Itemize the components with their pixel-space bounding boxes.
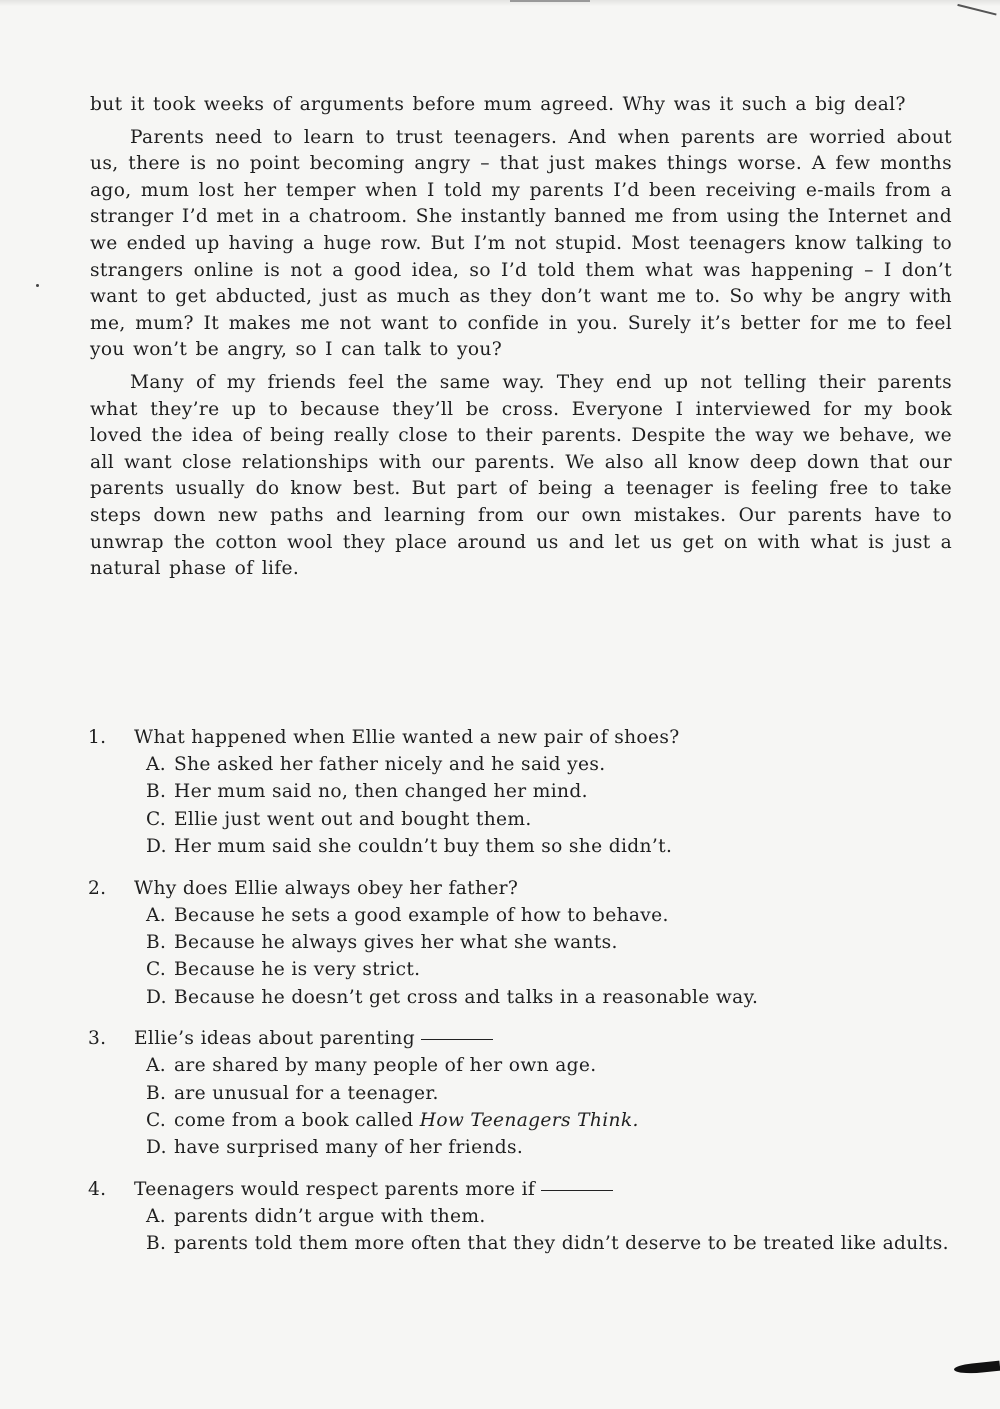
- question-list: [88, 724, 958, 1272]
- passage-paragraph: but it took weeks of arguments before mum agreed. Why was it such a big deal?: [90, 94, 906, 115]
- option-text: Her mum said she couldn’t buy them so she didn’t.: [174, 836, 673, 858]
- option-a[interactable]: [146, 1203, 958, 1230]
- question-text: [134, 1025, 493, 1052]
- option-letter: C.: [146, 959, 167, 981]
- option-text: Because he always gives her what she wants.: [174, 932, 618, 954]
- option-b[interactable]: [146, 929, 958, 956]
- option-b[interactable]: [146, 778, 958, 805]
- option-letter: B.: [146, 781, 167, 803]
- option-letter: A.: [146, 754, 167, 775]
- option-text-plain: come from a book called: [174, 1110, 414, 1132]
- option-text: parents didn’t argue with them.: [174, 1205, 486, 1227]
- option-c[interactable]: [146, 956, 958, 983]
- page-top-shadow: [0, 0, 1000, 6]
- option-text: Her mum said no, then changed her mind.: [174, 781, 588, 803]
- option-text: Ellie just went out and bought them.: [174, 808, 532, 830]
- answer-blank[interactable]: [541, 1190, 613, 1191]
- option-text: parents told them more often that they didn’t deserve to be treated like adults.: [174, 1233, 949, 1255]
- question-number: 3.: [88, 1028, 107, 1050]
- question-stem: [88, 1176, 958, 1203]
- book-title: How Teenagers Think.: [419, 1110, 639, 1132]
- option-d[interactable]: [146, 1134, 958, 1161]
- option-text: are unusual for a teenager.: [174, 1082, 439, 1104]
- answer-options: [146, 902, 958, 1012]
- option-b[interactable]: [146, 1230, 958, 1257]
- option-a[interactable]: [146, 751, 958, 778]
- question-1: [88, 724, 958, 861]
- answer-blank[interactable]: [421, 1039, 493, 1040]
- scan-mark-top-right: [957, 0, 1000, 16]
- option-text: are shared by many people of her own age.: [174, 1055, 597, 1077]
- option-d[interactable]: [146, 833, 958, 860]
- option-letter: D.: [146, 836, 167, 858]
- question-text-content: Teenagers would respect parents more if: [134, 1178, 536, 1200]
- question-text: What happened when Ellie wanted a new pair of shoes?: [134, 727, 680, 748]
- option-text: Because he sets a good example of how to behave.: [174, 904, 669, 926]
- question-number: 4.: [88, 1178, 107, 1200]
- question-4: [88, 1176, 958, 1258]
- question-number: 1.: [88, 727, 107, 748]
- option-d[interactable]: [146, 984, 958, 1011]
- reading-passage: [90, 92, 952, 589]
- option-letter: A.: [146, 1055, 167, 1077]
- option-a[interactable]: [146, 1052, 958, 1079]
- option-letter: D.: [146, 986, 167, 1008]
- option-text: She asked her father nicely and he said yes.: [174, 754, 606, 775]
- question-number: 2.: [88, 877, 107, 899]
- scan-dot-left: [36, 284, 39, 287]
- question-text: [134, 1176, 613, 1203]
- option-letter: D.: [146, 1137, 167, 1159]
- option-a[interactable]: [146, 902, 958, 929]
- option-letter: B.: [146, 932, 167, 954]
- option-letter: C.: [146, 1110, 167, 1132]
- option-letter: C.: [146, 808, 167, 830]
- scan-mark-top: [510, 0, 590, 2]
- option-c[interactable]: [146, 1107, 958, 1134]
- question-stem: [88, 875, 958, 902]
- question-stem: [88, 1025, 958, 1052]
- answer-options: [146, 1203, 958, 1258]
- passage-paragraph: Parents need to learn to trust teenagers. And when parents are worried about us, there is no point becoming angry – that just makes things worse. A few months ago, mum lost her temper when I told my parents I’d been receiving e-mails from a stranger I’d met in a chatroom. She instantly banned me from using the Internet and we ended up having a huge row. But I’m not stupid. Most teenagers know talking to strangers online is not a good idea, so I’d told them what was happening – I don’t want to get abducted, just as much as they don’t want me to. So why be angry with me, mum? It makes me not want to confide in you. Surely it’s better for me to feel you won’t be angry, so I can talk to you?: [90, 126, 952, 361]
- scan-mark-bottom-right: [954, 1361, 1000, 1376]
- option-letter: A.: [146, 1205, 167, 1227]
- option-letter: B.: [146, 1233, 167, 1255]
- option-letter: A.: [146, 904, 167, 926]
- option-text: Because he is very strict.: [174, 959, 421, 981]
- question-3: [88, 1025, 958, 1162]
- option-b[interactable]: [146, 1080, 958, 1107]
- option-text: have surprised many of her friends.: [174, 1137, 524, 1159]
- question-text: Why does Ellie always obey her father?: [134, 877, 519, 899]
- passage-paragraph: Many of my friends feel the same way. They end up not telling their parents what they’re up to because they’ll be cross. Everyone I interviewed for my book loved the idea of being really close to their parents. Despite the way we behave, we all want close relationships with our parents. We also all know deep down that our parents usually do know best. But part of being a teenager is feeling free to take steps down new paths and learning from our own mistakes. Our parents have to unwrap the cotton wool they place around us and let us get on with what is just a natural phase of life.: [90, 371, 952, 580]
- option-letter: B.: [146, 1082, 167, 1104]
- question-stem: [88, 724, 958, 751]
- question-text-content: Ellie’s ideas about parenting: [134, 1028, 416, 1050]
- option-text: Because he doesn’t get cross and talks in a reasonable way.: [174, 986, 759, 1008]
- question-2: [88, 875, 958, 1012]
- option-text: [174, 1107, 639, 1134]
- option-c[interactable]: [146, 806, 958, 833]
- answer-options: [146, 751, 958, 861]
- answer-options: [146, 1052, 958, 1162]
